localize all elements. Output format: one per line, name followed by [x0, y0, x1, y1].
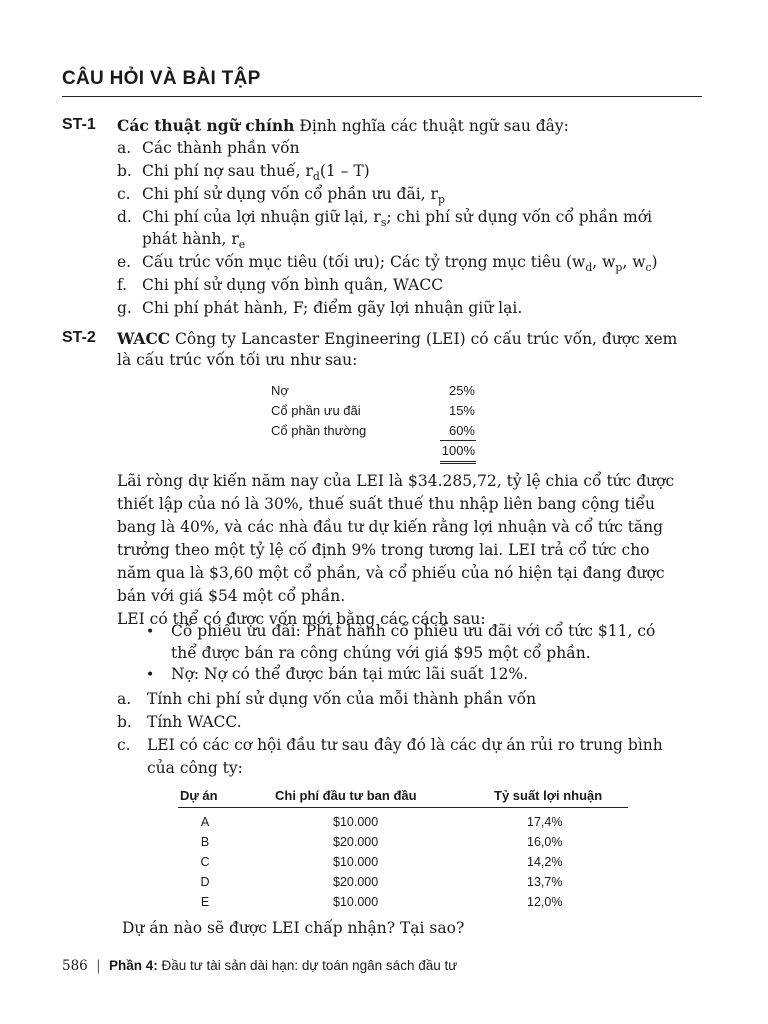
capital-total-rule-1 — [440, 461, 476, 462]
item-letter: e. — [117, 253, 132, 271]
question-a: a. Tính chi phí sử dụng vốn của mỗi thành phần vốn — [117, 690, 537, 708]
st1-intro: Định nghĩa các thuật ngữ sau đây: — [294, 117, 569, 135]
table-cell-return: 16,0% — [527, 835, 563, 849]
item-text: Các thành phần vốn — [142, 139, 300, 157]
st1-title: Các thuật ngữ chính — [117, 116, 295, 135]
st1-item-d — [117, 208, 653, 230]
st2-para-line: thiết lập của nó là 30%, thuế suất thuế thu nhập liên bang cộng tiểu — [117, 495, 656, 513]
table-cell-cost: $20.000 — [333, 875, 379, 889]
st2-title-line — [117, 329, 677, 348]
st2-para-line: trưởng theo một tỷ lệ cố định 9% trong tương lai. LEI trả cổ tức cho — [117, 541, 650, 559]
st2-line1: Công ty Lancaster Engineering (LEI) có cấu trúc vốn, được xem — [170, 330, 678, 348]
st1-item-f — [117, 276, 444, 294]
st2-label: ST-2 — [62, 329, 96, 346]
st1-item-d-cont: phát hành, $r_e$ — [142, 230, 246, 252]
st2-line2: là cấu trúc vốn tối ưu như sau: — [117, 351, 358, 369]
bullet-dot: • — [146, 667, 155, 683]
question-c-cont: của công ty: — [147, 759, 243, 777]
item-letter: d. — [117, 208, 132, 226]
heading-rule — [62, 96, 702, 97]
bullet-dot: • — [146, 624, 155, 640]
st2-para-line: Lãi ròng dự kiến năm nay của LEI là $34.285,72, tỷ lệ chia cổ tức được — [117, 472, 675, 490]
table-cell-project: C — [200, 855, 210, 869]
item-text: Chi phí sử dụng vốn bình quân, WACC — [142, 276, 444, 294]
section-heading: CÂU HỎI VÀ BÀI TẬP — [62, 68, 261, 89]
table-cell-return: 17,4% — [527, 815, 563, 829]
table-cell-project: A — [200, 815, 210, 829]
table-header-rule — [178, 807, 628, 808]
item-text: Chi phí của lợi nhuận giữ lại, $r_s$; chi phí sử dụng vốn cổ phần mới — [142, 208, 653, 230]
st2-para-line: bán với giá $54 một cổ phần. — [117, 587, 346, 605]
st1-item-c — [117, 185, 445, 207]
st1-item-g — [117, 299, 523, 317]
capital-total-rule-2 — [440, 463, 476, 464]
capital-total: 100% — [441, 443, 475, 458]
capital-pct-0: 25% — [448, 383, 475, 398]
capital-sum-rule — [440, 440, 476, 441]
question-c: c. LEI có các cơ hội đầu tư sau đây đó là các dự án rủi ro trung bình — [117, 736, 663, 754]
st2-para-line: năm qua là $3,60 một cổ phần, và cổ phiếu của nó hiện tại đang được — [117, 564, 665, 582]
bullet-line: Cổ phiếu ưu đãi: Phát hành cổ phiếu ưu đãi với cổ tức $11, có — [171, 622, 656, 640]
question-b: b. Tính WACC. — [117, 713, 242, 731]
item-text: Chi phí nợ sau thuế, $r_d(1 - T)$ — [142, 162, 370, 184]
table-cell-return: 13,7% — [527, 875, 563, 889]
table-header-cost: Chi phí đầu tư ban đầu — [275, 788, 417, 803]
st1-item-b — [117, 162, 370, 184]
footer-part: Phần 4: — [108, 958, 158, 973]
item-text: Chi phí phát hành, F; điểm gãy lợi nhuận giữ lại. — [142, 299, 523, 317]
table-cell-return: 14,2% — [527, 855, 563, 869]
st1-item-e — [117, 253, 658, 275]
st1-item-a — [117, 139, 300, 157]
page-footer — [62, 958, 457, 974]
table-cell-cost: $10.000 — [333, 895, 379, 909]
st2-para-line: bang là 40%, và các nhà đầu tư dự kiến rằng lợi nhuận và cổ tức tăng — [117, 518, 664, 536]
st1-label: ST-1 — [62, 116, 96, 133]
final-question: Dự án nào sẽ được LEI chấp nhận? Tại sao? — [122, 919, 465, 937]
item-letter: f. — [117, 276, 128, 294]
capital-name-2: Cổ phần thường — [271, 423, 367, 438]
bullet-line: Nợ: Nợ có thể được bán tại mức lãi suất 12%. — [171, 665, 529, 683]
st1-title-line — [117, 116, 569, 135]
footer-title: Đầu tư tài sản dài hạn: dự toán ngân sách đầu tư — [157, 958, 458, 973]
table-cell-cost: $10.000 — [333, 815, 379, 829]
table-cell-cost: $10.000 — [333, 855, 379, 869]
bullet-line: thể được bán ra công chúng với giá $95 một cổ phần. — [171, 644, 591, 662]
table-header-return: Tỷ suất lợi nhuận — [494, 788, 603, 803]
table-cell-project: E — [200, 895, 210, 909]
capital-name-0: Nợ — [271, 383, 289, 398]
footer-separator: | — [96, 958, 101, 974]
item-letter: g. — [117, 299, 132, 317]
table-cell-cost: $20.000 — [333, 835, 379, 849]
capital-pct-1: 15% — [448, 403, 475, 418]
capital-name-1: Cổ phần ưu đãi — [271, 403, 361, 418]
capital-pct-2: 60% — [448, 423, 475, 438]
item-letter: c. — [117, 185, 131, 203]
st2-title: WACC — [117, 329, 171, 348]
item-text: Chi phí sử dụng vốn cổ phần ưu đãi, $r_p$ — [142, 185, 445, 207]
table-header-project: Dự án — [180, 788, 218, 803]
item-letter: a. — [117, 139, 132, 157]
item-text: Cấu trúc vốn mục tiêu (tối ưu); Các tỷ trọng mục tiêu ($w_d$, $w_p$, $w_c$) — [142, 253, 658, 275]
table-cell-project: D — [200, 875, 210, 889]
item-letter: b. — [117, 162, 132, 180]
options-intro: LEI có thể có được vốn mới bằng các cách sau: — [117, 610, 486, 628]
page-number: 586 — [62, 958, 88, 974]
table-cell-project: B — [200, 835, 210, 849]
table-cell-return: 12,0% — [527, 895, 563, 909]
